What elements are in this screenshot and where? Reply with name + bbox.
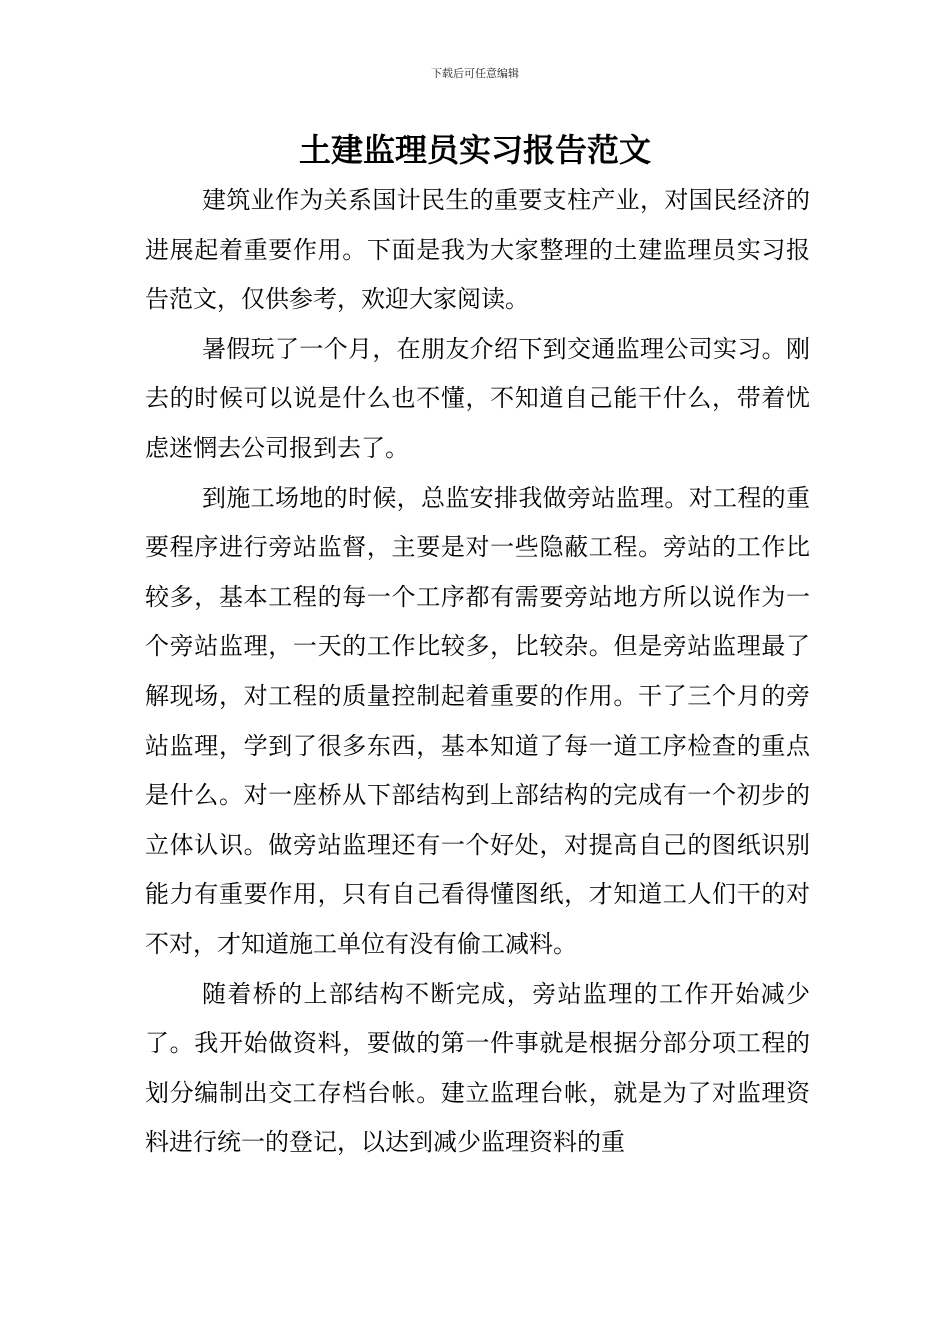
document-title: 土建监理员实习报告范文	[298, 131, 651, 169]
paragraph-summer: 暑假玩了一个月，在朋友介绍下到交通监理公司实习。刚去的时候可以说是什么也不懂，不知道自己能干什么，带着忧虑迷惘去公司报到去了。	[145, 334, 810, 462]
paragraph-documentation: 随着桥的上部结构不断完成，旁站监理的工作开始减少了。我开始做资料，要做的第一件事就是根据分部分项工程的划分编制出交工存档台帐。建立监理台帐，就是为了对监理资料进行统一的登记，以达到减少监理资料的重	[145, 979, 810, 1157]
paragraph-site-supervision: 到施工场地的时候，总监安排我做旁站监理。对工程的重要程序进行旁站监督，主要是对一些隐蔽工程。旁站的工作比较多，基本工程的每一个工序都有需要旁站地方所以说作为一个旁站监理，一天的工作比较多，比较杂。但是旁站监理最了解现场，对工程的质量控制起着重要的作用。干了三个月的旁站监理，学到了很多东西，基本知道了每一道工序检查的重点是什么。对一座桥从下部结构到上部结构的完成有一个初步的立体认识。做旁站监理还有一个好处，对提高自己的图纸识别能力有重要作用，只有自己看得懂图纸，才知道工人们干的对不对，才知道施工单位有没有偷工减料。	[145, 483, 810, 958]
document-body	[145, 176, 810, 1168]
header-note: 下载后可任意编辑	[431, 67, 519, 80]
paragraph-intro: 建筑业作为关系国计民生的重要支柱产业，对国民经济的进展起着重要作用。下面是我为大家整理的土建监理员实习报告范文，仅供参考，欢迎大家阅读。	[145, 186, 810, 314]
